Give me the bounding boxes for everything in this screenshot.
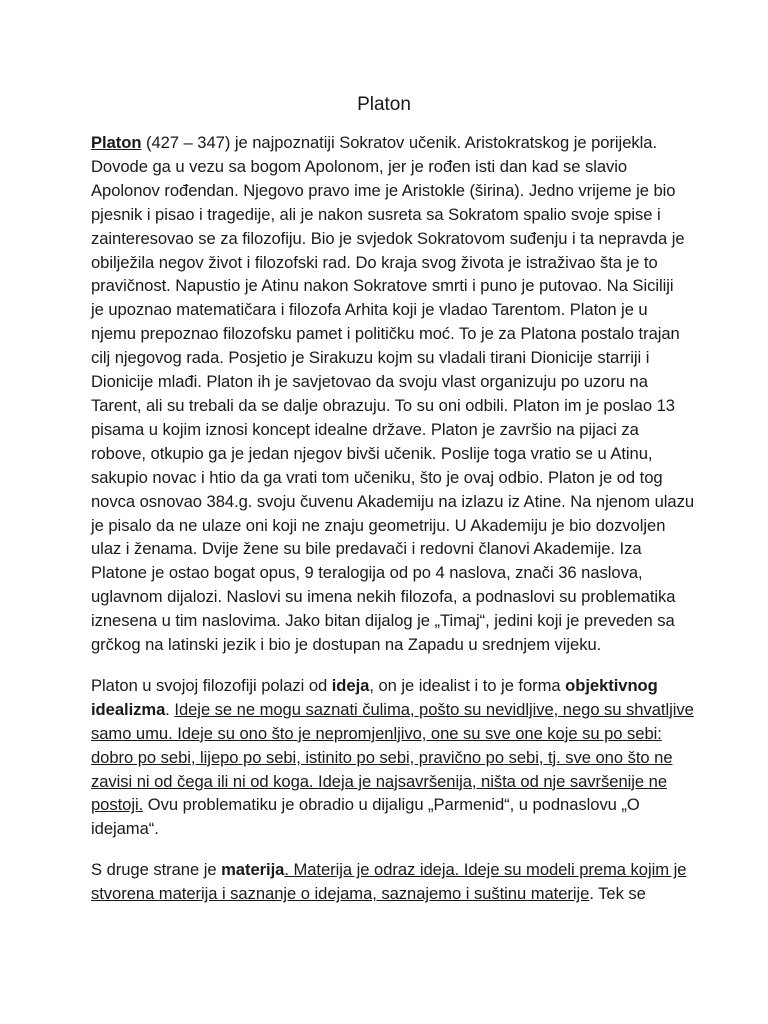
text-line: [91, 858, 691, 882]
text-line: [91, 131, 691, 155]
text-line: [91, 203, 691, 227]
underlined-text: postoji.: [91, 795, 144, 815]
text-run: (427 – 347) je najpoznatiji Sokratov učenik. Aristokratskog je porijekla.: [141, 133, 657, 152]
document-title: Platon: [357, 94, 411, 115]
text-line: [91, 770, 691, 794]
text-line: [91, 251, 691, 275]
text-line: [91, 346, 691, 370]
text-run: Ovu problematiku je obradio u dijaligu „Parmenid“, u podnaslovu „O: [143, 795, 640, 815]
text-run: iznesena u tim naslovima. Jako bitan dijalog je „Timaj“, jedini koji je preveden sa: [91, 611, 675, 631]
text-run: cilj njegovog rada. Posjetio je Sirakuzu kojm su vladali tirani Dionicije starriji i: [91, 348, 650, 368]
text-line: [91, 394, 691, 418]
text-run: grčkog na latinski jezik i bio je dostupan na Zapadu u srednjem vijeku.: [91, 635, 602, 655]
text-run: Tarent, ali su trebali da se dalje obrazuju. To su oni odbili. Platon im je poslao 13: [91, 395, 675, 415]
text-run: ulaz i ženama. Dvije žene su bile predavači i redovni članovi Akademije. Iza: [91, 539, 642, 559]
paragraph: [91, 858, 691, 906]
bold-term: materija: [221, 860, 285, 880]
text-run: novca osnovao 384.g. svoju čuvenu Akademiju na izlazu iz Atine. Na njenom ulazu: [91, 491, 695, 511]
text-run: idejama“.: [91, 819, 159, 839]
text-line: [91, 514, 691, 538]
bold-term: Platon: [91, 133, 142, 152]
text-line: [91, 227, 691, 251]
text-line: [91, 585, 691, 609]
text-line: [91, 466, 691, 490]
underlined-text: dobro po sebi, lijepo po sebi, istinito po sebi, pravično po sebi, tj. sve ono što ne: [91, 747, 673, 767]
underlined-text: Ideje se ne mogu saznati čulima, pošto su nevidljive, nego su shvatljive: [174, 699, 694, 719]
text-run: , on je idealist i to je forma: [369, 675, 566, 695]
text-run: S druge strane je: [91, 860, 222, 880]
bold-term: idealizma: [91, 699, 166, 719]
text-run: Dovode ga u vezu sa bogom Apolonom, jer je rođen isti dan kad se slavio: [91, 156, 628, 176]
text-line: [91, 155, 691, 179]
document-body: [91, 131, 695, 923]
paragraph: [91, 131, 695, 657]
text-run: uglavnom dijalozi. Naslovi su imena nekih filozofa, a podnaslovi su problematika: [91, 587, 676, 607]
text-line: [91, 746, 691, 770]
text-line: [91, 561, 691, 585]
text-line: [91, 490, 695, 514]
text-run: je pisalo da ne ulaze oni koji ne znaju geometriju. U Akademiju je bio dozvoljen: [91, 515, 666, 535]
text-line: [91, 274, 691, 298]
text-run: . Tek se: [589, 884, 646, 904]
text-run: zainteresovao se za filozofiju. Bio je svjedok Sokratovom suđenju i ta nepravda je: [91, 228, 685, 248]
text-line: [91, 633, 691, 657]
text-line: [91, 674, 691, 698]
text-line: [91, 418, 691, 442]
text-line: [91, 817, 691, 841]
text-run: Platon u svojoj filozofiji polazi od: [91, 675, 332, 695]
text-run: Apolonov rođendan. Njegovo pravo ime je Aristokle (širina). Jedno vrijeme je bio: [91, 180, 676, 200]
bold-term: ideja: [331, 675, 370, 695]
paragraph: [91, 674, 694, 841]
underlined-text: samo umu. Ideje su ono što je nepromjenljivo, one su sve one koje su po sebi:: [91, 723, 662, 743]
text-run: njemu prepoznao filozofsku pamet i političku moć. To je za Platona postalo trajan: [91, 324, 680, 344]
bold-term: objektivnog: [565, 675, 658, 695]
text-line: [91, 537, 691, 561]
text-run: pravičnost. Napustio je Atinu nakon Sokratove smrti i puno je putovao. Na Siciliji: [91, 276, 674, 296]
underlined-text: stvorena materija i saznanje o idejama, saznajemo i suštinu materije: [91, 884, 590, 904]
text-line: [91, 298, 691, 322]
text-line: [91, 722, 691, 746]
text-line: [91, 370, 691, 394]
text-run: pjesnik i pisao i tragedije, ali je nakon susreta sa Sokratom spalio svoje spise i: [91, 204, 661, 224]
underlined-text: zavisi ni od čega ili ni od koga. Ideja je najsavršenija, ništa od nje savršenije ne: [91, 771, 667, 791]
text-line: [91, 882, 691, 906]
text-run: sakupio novac i htio da ga vrati tom učeniku, što je ovaj odbio. Platon je od tog: [91, 467, 663, 487]
text-run: Platone je ostao bogat opus, 9 teralogija od po 4 naslova, znači 36 naslova,: [91, 563, 643, 583]
text-run: Dionicije mlađi. Platon ih je savjetovao da svoju vlast organizuju po uzoru na: [91, 372, 648, 392]
text-line: [91, 698, 694, 722]
text-run: pisama u kojim iznosi koncept idealne države. Platon je završio na pijaci za: [91, 419, 639, 439]
text-run: je upoznao matematičara i filozofa Arhita koji je vladao Tarentom. Platon je u: [91, 300, 648, 320]
text-line: [91, 442, 691, 466]
text-line: [91, 179, 691, 203]
text-run: .: [165, 699, 175, 719]
underlined-text: . Materija je odraz ideja. Ideje su modeli prema kojim je: [284, 860, 687, 880]
text-line: [91, 609, 691, 633]
text-run: robove, otkupio ga je jedan njegov bivši učenik. Poslije toga vratio se u Atinu,: [91, 443, 653, 463]
text-run: obilježila negov život i filozofski rad. Do kraja svog života je istraživao šta je to: [91, 252, 658, 272]
text-line: [91, 793, 691, 817]
text-line: [91, 322, 691, 346]
